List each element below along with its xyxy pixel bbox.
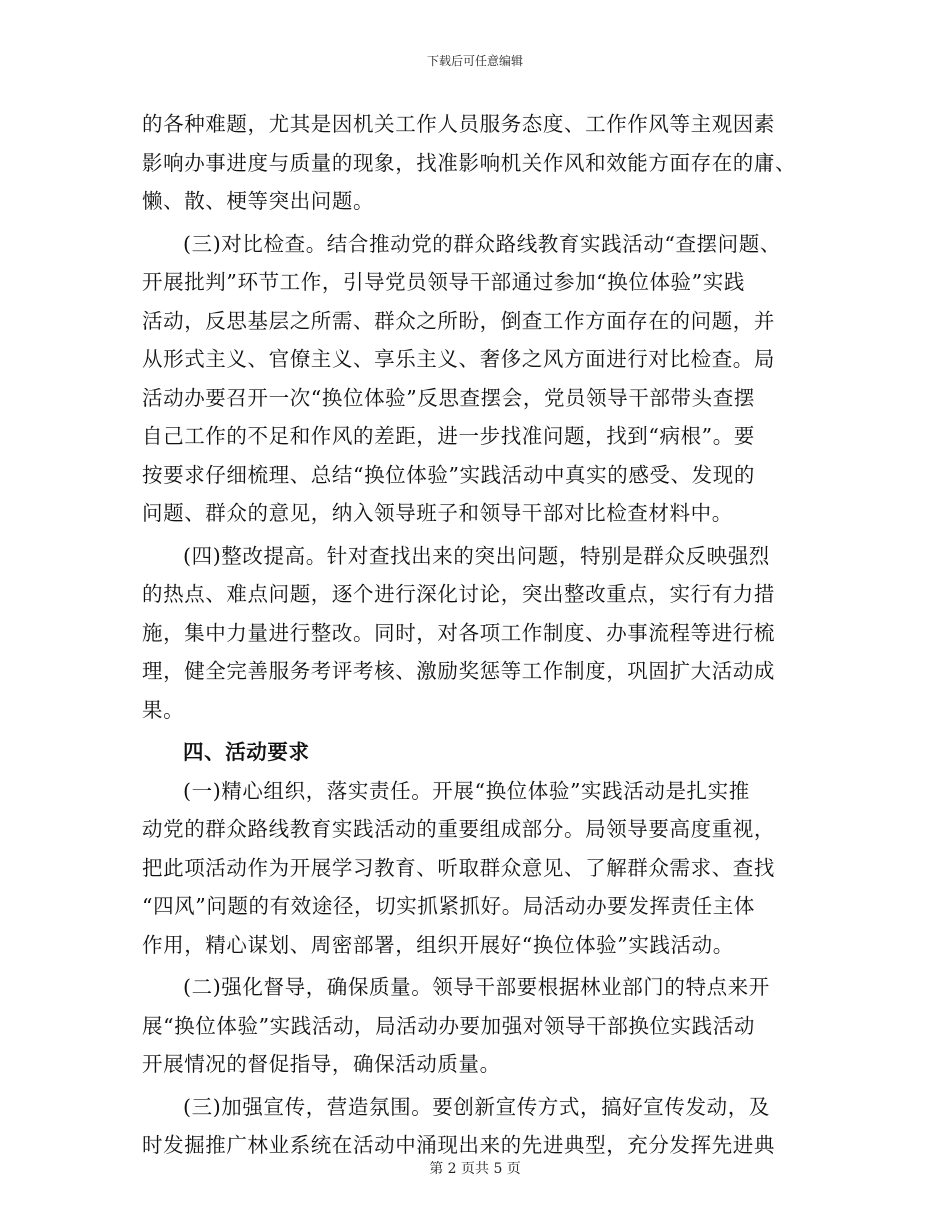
text-line: 把此项活动作为开展学习教育、听取群众意见、了解群众需求、查找 <box>142 855 775 880</box>
text-line: 开展批判”环节工作，引导党员领导干部通过参加“换位体验”实践 <box>142 270 745 294</box>
text-line: 果。 <box>142 697 185 722</box>
text-line: 活动，反思基层之所需、群众之所盼，倒查工作方面存在的问题，并 <box>142 308 775 333</box>
text-line: 从形式主义、官僚主义、享乐主义、奢侈之风方面进行对比检查。局 <box>142 347 775 371</box>
paragraph-start-line: (一)精心组织，落实责任。开展“换位体验”实践活动是扎实推 <box>183 778 750 803</box>
text-line: 问题、群众的意见，纳入领导班子和领导干部对比检查材料中。 <box>142 501 733 525</box>
text-line: 时发掘推广林业系统在活动中涌现出来的先进典型，充分发挥先进典 <box>142 1133 775 1157</box>
text-line: 按要求仔细梳理、总结“换位体验”实践活动中真实的感受、发现的 <box>142 462 755 487</box>
text-line: 动党的群众路线教育实践活动的重要组成部分。局领导要高度重视， <box>142 817 775 841</box>
document-body <box>142 105 802 1165</box>
paragraph-start-line: (三)加强宣传，营造氛围。要创新宣传方式，搞好宣传发动，及 <box>183 1094 770 1119</box>
text-line: “四风”问题的有效途径，切实抓紧抓好。局活动办要发挥责任主体 <box>142 894 755 918</box>
text-line: 自己工作的不足和作风的差距，进一步找准问题，找到“病根”。要 <box>142 424 755 448</box>
text-line: 懒、散、梗等突出问题。 <box>142 189 375 213</box>
paragraph-start-line: (三)对比检查。结合推动党的群众路线教育实践活动“查摆问题、 <box>183 231 781 256</box>
text-line: 理，健全完善服务考评考核、激励奖惩等工作制度，巩固扩大活动成 <box>142 659 775 683</box>
page-number: 第 2 页共 5 页 <box>429 1161 521 1177</box>
section-heading: 四、活动要求 <box>183 740 310 764</box>
text-line: 展“换位体验”实践活动，局活动办要加强对领导干部换位实践活动 <box>142 1013 755 1038</box>
text-line: 影响办事进度与质量的现象，找准影响机关作风和效能方面存在的庸、 <box>142 150 797 175</box>
text-line: 活动办要召开一次“换位体验”反思查摆会，党员领导干部带头查摆 <box>142 385 755 410</box>
text-line: 的热点、难点问题，逐个进行深化讨论，突出整改重点，实行有力措 <box>142 582 775 606</box>
text-line: 开展情况的督促指导，确保活动质量。 <box>142 1052 501 1076</box>
page-header: 下载后可任意编辑 <box>426 54 523 68</box>
text-line: 作用，精心谋划、周密部署，组织开展好“换位体验”实践活动。 <box>142 932 734 957</box>
paragraph-start-line: (四)整改提高。针对查找出来的突出问题，特别是群众反映强烈 <box>183 543 770 568</box>
paragraph-start-line: (二)强化督导，确保质量。领导干部要根据林业部门的特点来开 <box>183 975 770 999</box>
text-line: 施，集中力量进行整改。同时，对各项工作制度、办事流程等进行梳 <box>142 620 775 645</box>
text-line: 的各种难题，尤其是因机关工作人员服务态度、工作作风等主观因素 <box>142 112 775 136</box>
